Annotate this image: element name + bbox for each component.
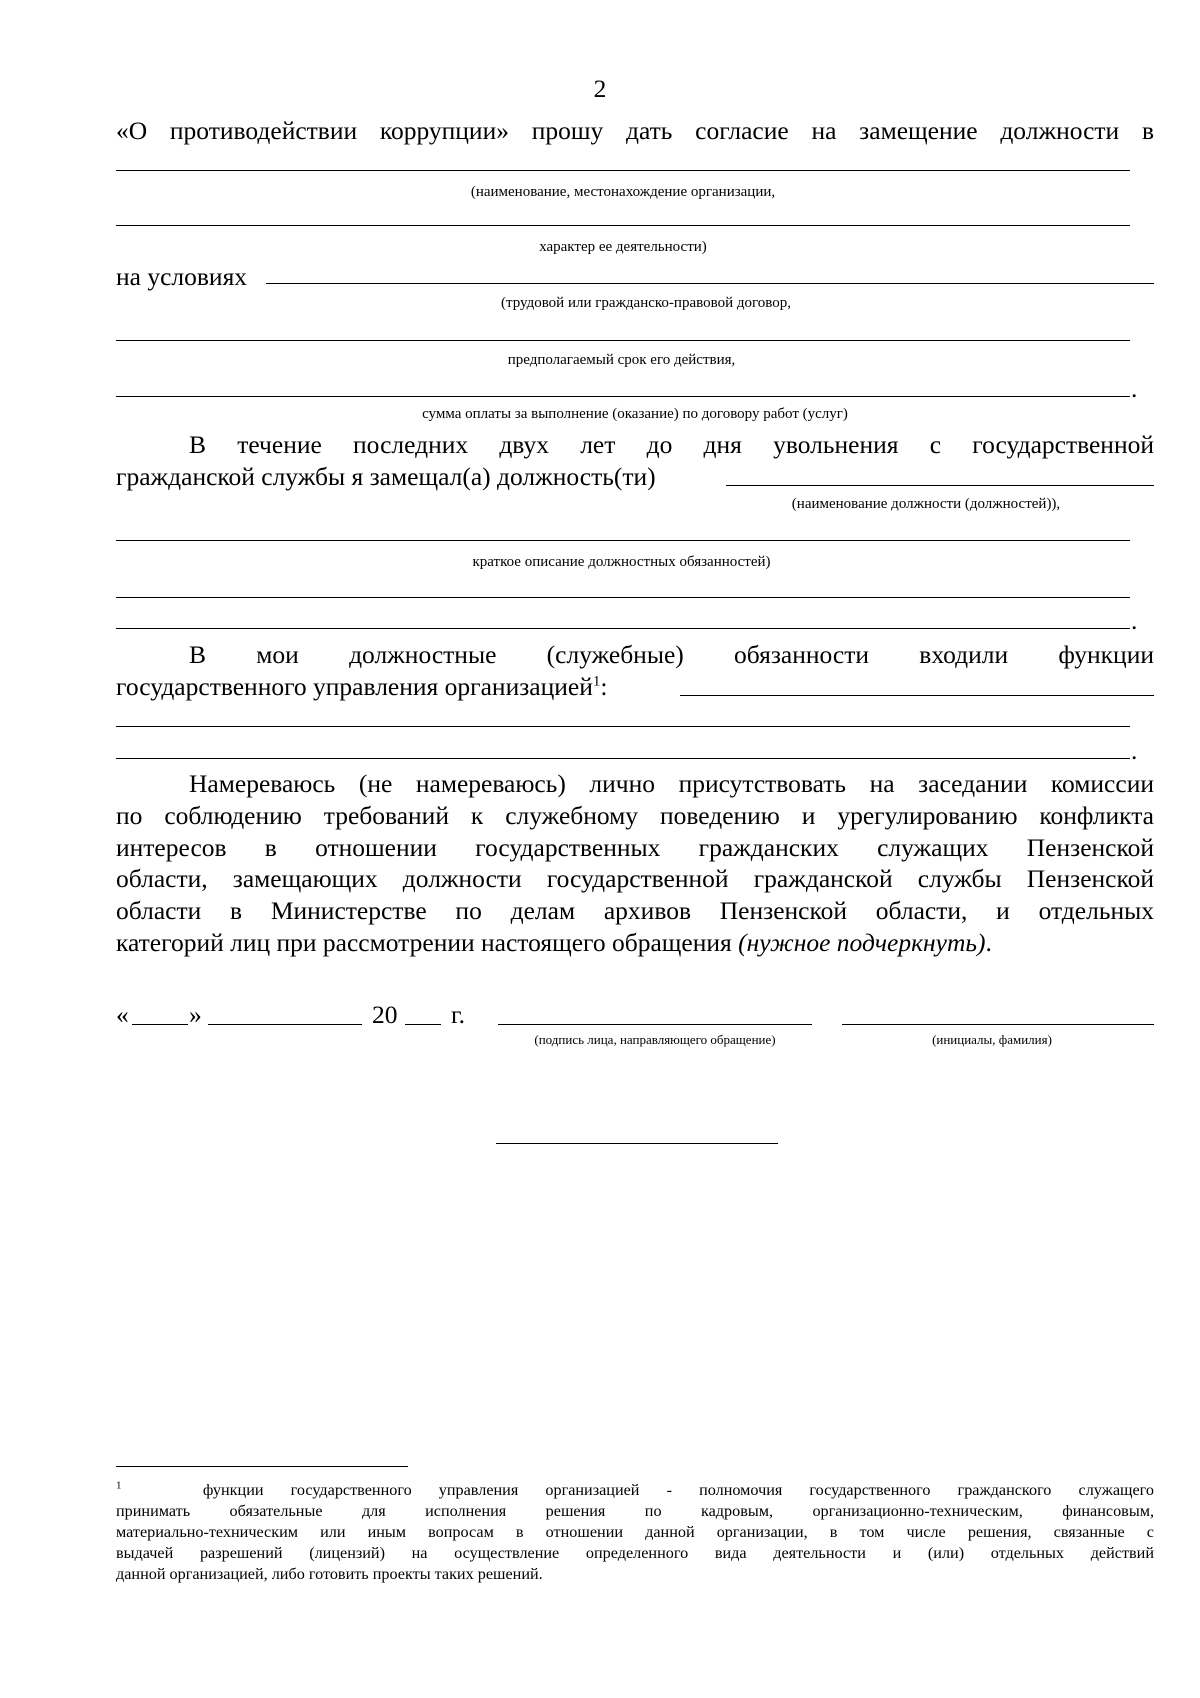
intent-row: области в Министерстве по делам архивов Пензенской области, и отдельных — [116, 896, 1154, 926]
position-caption: (наименование должности (должностей)), — [791, 496, 1061, 512]
footnote-row: материально-техническим или иным вопросам в отношении данной организации, в том числе решения, связанные с — [116, 1523, 1154, 1541]
intent-row: по соблюдению требований к служебному поведению и урегулированию конфликта — [116, 800, 1154, 830]
org-caption-2: характер ее деятельности) — [539, 239, 707, 255]
date-month-field[interactable] — [208, 1024, 362, 1025]
duties-caption: краткое описание должностных обязанностей) — [472, 554, 771, 570]
initials-field[interactable] — [842, 1024, 1154, 1025]
functions-field-2[interactable] — [116, 726, 1130, 727]
signature-caption: (подпись лица, направляющего обращение) — [534, 1032, 776, 1047]
footnote — [116, 1480, 1154, 1585]
conditions-caption-2: предполагаемый срок его действия, — [507, 352, 736, 368]
date-year-suffix: г. — [451, 1000, 465, 1029]
footnote-row: $^1$ функции государственного управления организацией - полномочия государственного гражданского служащего — [116, 1479, 1154, 1499]
initials-caption: (инициалы, фамилия) — [932, 1032, 1052, 1047]
intent-row: области, замещающих должности государственной гражданской службы Пензенской — [116, 864, 1154, 894]
footnote-row: выдачей разрешений (лицензий) на осуществление определенного вида деятельности и (или) отдельных действий — [116, 1544, 1154, 1562]
conditions-field[interactable] — [266, 283, 1154, 284]
position-field[interactable] — [726, 485, 1154, 486]
date-close-quote: » — [189, 1000, 202, 1029]
conditions-caption-1: (трудовой или гражданско-правовой договор, — [500, 295, 791, 311]
functions-field-1[interactable] — [680, 695, 1154, 696]
functions-line-2: государственного управления организацией$^1$: — [116, 672, 608, 701]
period-mark: . — [1131, 374, 1138, 403]
org-caption-1: (наименование, местонахождение организации, — [470, 184, 776, 200]
payment-field[interactable] — [116, 396, 1130, 397]
underline-instruction: (нужное подчеркнуть) — [738, 927, 986, 957]
footnote-reference[interactable]: 1 — [592, 673, 601, 690]
footnote-row-last: данной организацией, либо готовить проекты таких решений. — [116, 1565, 543, 1583]
period-mark: . — [1131, 606, 1138, 635]
org-name-field[interactable] — [116, 170, 1130, 171]
duties-field-2[interactable] — [116, 628, 1130, 629]
signature-field[interactable] — [498, 1024, 812, 1025]
end-separator — [496, 1143, 778, 1144]
conditions-caption-3: сумма оплаты за выполнение (оказание) по договору работ (услуг) — [422, 406, 848, 422]
functions-field-3[interactable] — [116, 758, 1130, 759]
page-number: 2 — [593, 74, 607, 103]
service-line-2: гражданской службы я замещал(а) должность(ти) — [116, 462, 656, 491]
date-day-field[interactable] — [132, 1024, 188, 1025]
service-line-1: В течение последних двух лет до дня увольнения с государственной — [189, 430, 1154, 459]
org-activity-field[interactable] — [116, 225, 1130, 226]
contract-term-field[interactable] — [116, 340, 1130, 341]
footnote-separator — [116, 1466, 408, 1467]
date-open-quote: « — [116, 1000, 129, 1029]
duties-field-1[interactable] — [116, 597, 1130, 598]
intent-row: Намереваюсь (не намереваюсь) лично присутствовать на заседании комиссии — [189, 769, 1154, 798]
date-year-field[interactable] — [405, 1024, 441, 1025]
intent-row-last: категорий лиц при рассмотрении настоящего обращения (нужное подчеркнуть). — [116, 927, 992, 957]
footnote-mark: 1 — [116, 1479, 122, 1492]
position-extra-field[interactable] — [116, 540, 1130, 541]
functions-line-1: В мои должностные (служебные) обязанности входили функции — [189, 640, 1154, 669]
date-year-prefix: 20 — [372, 1000, 398, 1029]
conditions-label: на условиях — [116, 262, 248, 291]
request-line: «О противодействии коррупции» прошу дать согласие на замещение должности в — [116, 116, 1154, 145]
footnote-row: принимать обязательные для исполнения решения по кадровым, организационно-техническим, финансовым, — [116, 1502, 1154, 1520]
intent-paragraph — [116, 769, 1154, 960]
intent-row: интересов в отношении государственных гражданских служащих Пензенской — [116, 832, 1154, 862]
period-mark: . — [1131, 736, 1138, 765]
